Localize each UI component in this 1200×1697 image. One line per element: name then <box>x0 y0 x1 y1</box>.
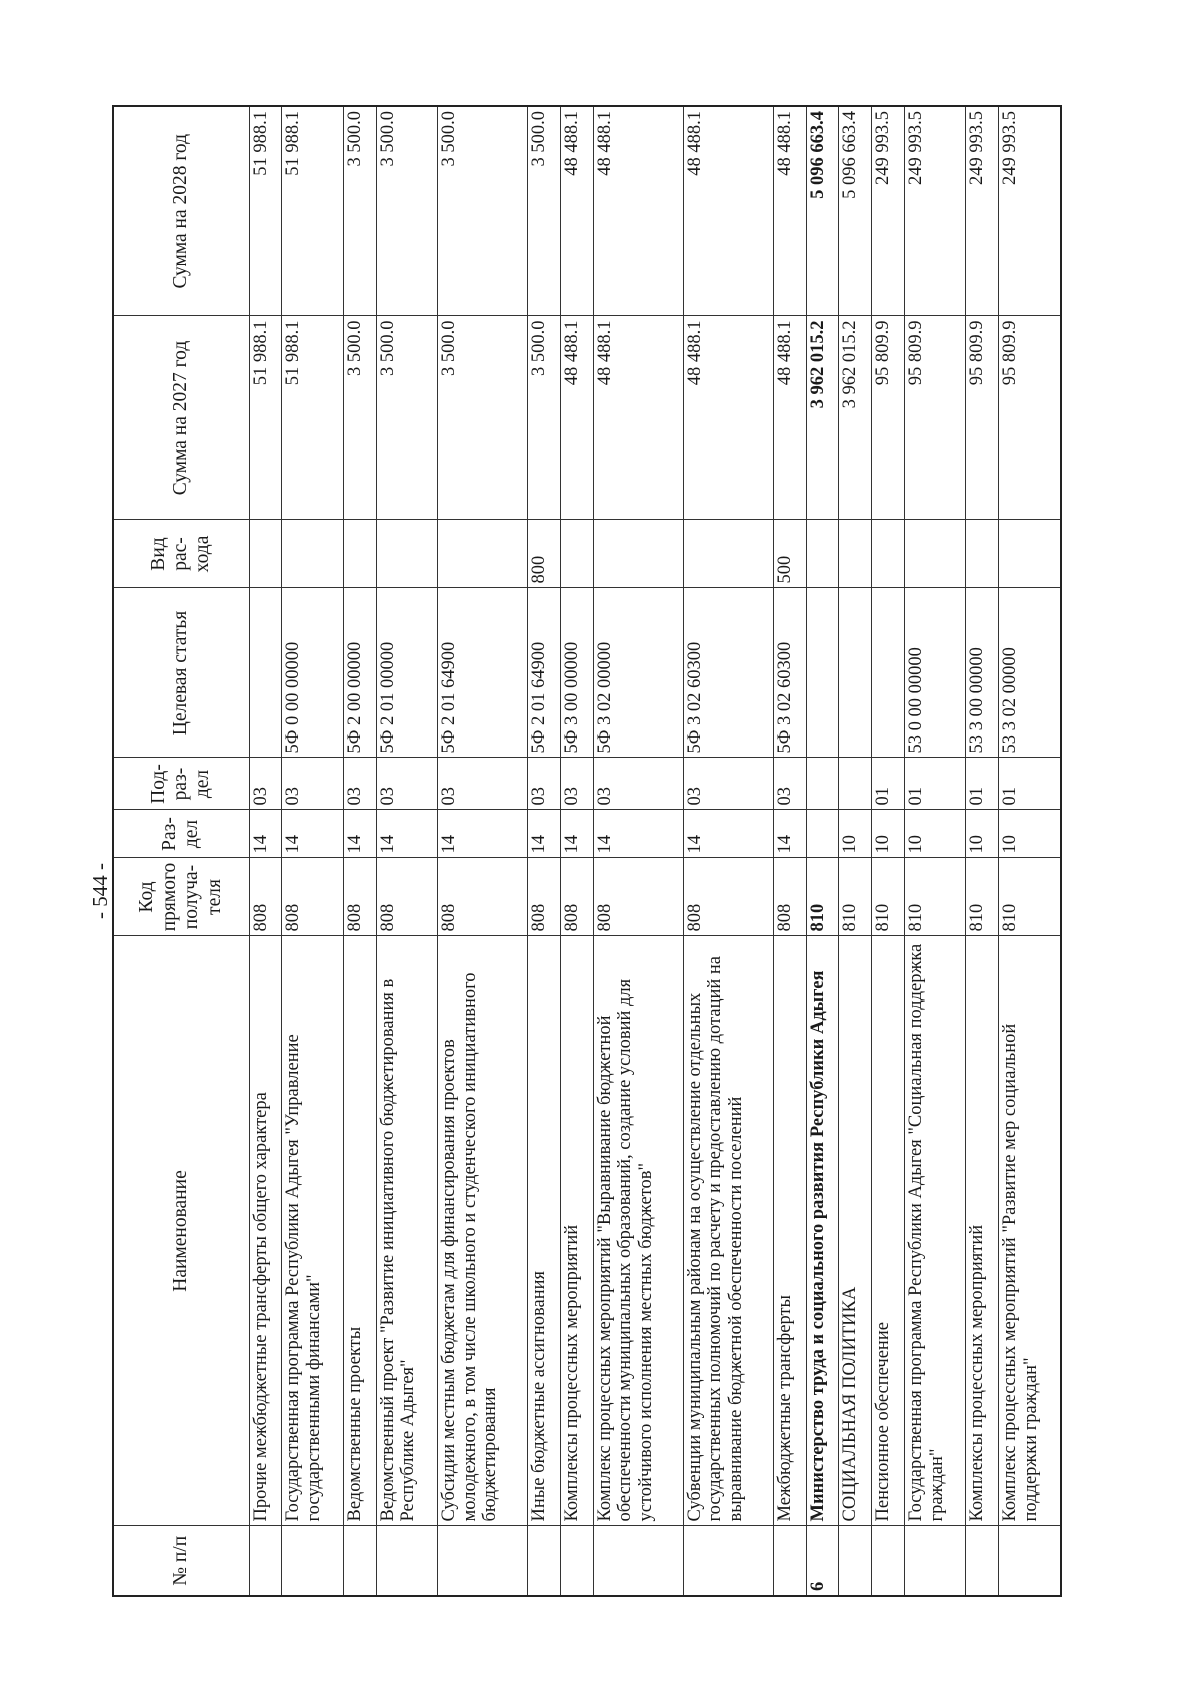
table-row <box>249 106 282 1596</box>
row-target: 53 0 00 00000 <box>905 588 966 758</box>
row-sum-2028: 51 988.1 <box>282 106 343 316</box>
row-target: 5Ф 3 02 00000 <box>593 588 683 758</box>
table-row <box>806 106 839 1596</box>
row-sum-2027: 95 809.9 <box>872 316 905 520</box>
table-row <box>839 106 872 1596</box>
row-expense-type <box>839 520 872 588</box>
row-subsection: 03 <box>343 758 376 810</box>
row-sum-2027: 3 500.0 <box>376 316 437 520</box>
row-sum-2028: 51 988.1 <box>249 106 282 316</box>
row-target: 5Ф 0 00 00000 <box>282 588 343 758</box>
row-section: 14 <box>593 810 683 858</box>
row-subsection: 01 <box>966 758 999 810</box>
row-num <box>282 1526 343 1596</box>
row-sum-2027: 95 809.9 <box>999 316 1061 520</box>
row-expense-type: 500 <box>773 520 806 588</box>
header-section: Раз-дел <box>113 810 249 858</box>
row-sum-2027: 48 488.1 <box>773 316 806 520</box>
row-sum-2027: 3 962 015.2 <box>806 316 839 520</box>
row-subsection: 03 <box>282 758 343 810</box>
table-row <box>905 106 966 1596</box>
row-subsection <box>839 758 872 810</box>
row-target <box>839 588 872 758</box>
row-sum-2028: 249 993.5 <box>966 106 999 316</box>
row-code: 808 <box>282 858 343 936</box>
row-num <box>560 1526 593 1596</box>
row-target: 53 3 00 00000 <box>966 588 999 758</box>
row-expense-type <box>999 520 1061 588</box>
row-target: 5Ф 2 01 00000 <box>376 588 437 758</box>
rotated-table-wrapper <box>112 107 1062 1597</box>
row-sum-2028: 48 488.1 <box>773 106 806 316</box>
header-target: Целевая статья <box>113 588 249 758</box>
table-row <box>872 106 905 1596</box>
row-num <box>249 1526 282 1596</box>
row-section: 14 <box>773 810 806 858</box>
row-target: 5Ф 3 00 00000 <box>560 588 593 758</box>
row-section: 14 <box>249 810 282 858</box>
row-expense-type: 800 <box>528 520 561 588</box>
row-sum-2028: 249 993.5 <box>872 106 905 316</box>
row-subsection: 03 <box>683 758 773 810</box>
row-code: 808 <box>593 858 683 936</box>
row-num <box>999 1526 1061 1596</box>
row-name: Пенсионное обеспечение <box>872 936 905 1526</box>
header-sum-2028: Сумма на 2028 год <box>113 106 249 316</box>
row-sum-2028: 3 500.0 <box>376 106 437 316</box>
table-row <box>593 106 683 1596</box>
row-sum-2028: 3 500.0 <box>437 106 527 316</box>
row-sum-2028: 3 500.0 <box>528 106 561 316</box>
row-name: Комплекс процессных мероприятий "Выравнивание бюджетной обеспеченности муниципальных образований, создание условий для устойчивого исполнения местных бюджетов" <box>593 936 683 1526</box>
row-section: 10 <box>999 810 1061 858</box>
row-target: 5Ф 2 01 64900 <box>528 588 561 758</box>
row-target <box>806 588 839 758</box>
row-sum-2028: 5 096 663.4 <box>806 106 839 316</box>
row-code: 810 <box>872 858 905 936</box>
row-expense-type <box>282 520 343 588</box>
row-sum-2028: 48 488.1 <box>560 106 593 316</box>
row-expense-type <box>905 520 966 588</box>
row-section: 14 <box>560 810 593 858</box>
row-name: Государственная программа Республики Адыгея "Социальная поддержка граждан" <box>905 936 966 1526</box>
row-expense-type <box>560 520 593 588</box>
row-sum-2028: 48 488.1 <box>683 106 773 316</box>
row-num <box>683 1526 773 1596</box>
row-code: 808 <box>249 858 282 936</box>
row-name: Государственная программа Республики Адыгея "Управление государственными финансами" <box>282 936 343 1526</box>
row-expense-type <box>343 520 376 588</box>
row-code: 810 <box>999 858 1061 936</box>
row-code: 808 <box>683 858 773 936</box>
row-sum-2027: 3 962 015.2 <box>839 316 872 520</box>
row-subsection: 03 <box>560 758 593 810</box>
row-section: 10 <box>966 810 999 858</box>
row-section: 14 <box>282 810 343 858</box>
row-name: Прочие межбюджетные трансферты общего характера <box>249 936 282 1526</box>
table-row <box>376 106 437 1596</box>
row-num <box>839 1526 872 1596</box>
row-name: Министерство труда и социального развития Республики Адыгея <box>806 936 839 1526</box>
row-code: 808 <box>528 858 561 936</box>
row-subsection: 03 <box>528 758 561 810</box>
row-sum-2027: 51 988.1 <box>282 316 343 520</box>
header-expense-type: Вид рас-хода <box>113 520 249 588</box>
row-name: Комплексы процессных мероприятий <box>560 936 593 1526</box>
row-name: Комплексы процессных мероприятий <box>966 936 999 1526</box>
table-row <box>282 106 343 1596</box>
row-num <box>376 1526 437 1596</box>
row-subsection <box>806 758 839 810</box>
row-expense-type <box>683 520 773 588</box>
table-row <box>343 106 376 1596</box>
row-section: 14 <box>683 810 773 858</box>
row-code: 808 <box>773 858 806 936</box>
row-target: 5Ф 2 01 64900 <box>437 588 527 758</box>
row-expense-type <box>806 520 839 588</box>
row-sum-2028: 5 096 663.4 <box>839 106 872 316</box>
row-target: 53 3 02 00000 <box>999 588 1061 758</box>
row-subsection: 01 <box>905 758 966 810</box>
row-expense-type <box>437 520 527 588</box>
row-sum-2027: 48 488.1 <box>560 316 593 520</box>
row-section: 10 <box>872 810 905 858</box>
row-target: 5Ф 3 02 60300 <box>683 588 773 758</box>
row-num <box>437 1526 527 1596</box>
table-body <box>249 106 1061 1596</box>
row-code: 810 <box>905 858 966 936</box>
row-section: 14 <box>376 810 437 858</box>
header-sum-2027: Сумма на 2027 год <box>113 316 249 520</box>
row-section: 14 <box>343 810 376 858</box>
row-section: 14 <box>528 810 561 858</box>
row-sum-2027: 3 500.0 <box>343 316 376 520</box>
row-code: 808 <box>376 858 437 936</box>
row-sum-2027: 95 809.9 <box>966 316 999 520</box>
row-sum-2027: 48 488.1 <box>593 316 683 520</box>
row-sum-2027: 51 988.1 <box>249 316 282 520</box>
budget-table <box>112 105 1062 1597</box>
row-sum-2027: 3 500.0 <box>528 316 561 520</box>
row-num <box>905 1526 966 1596</box>
row-code: 808 <box>343 858 376 936</box>
row-target: 5Ф 2 00 00000 <box>343 588 376 758</box>
row-subsection: 03 <box>376 758 437 810</box>
row-num <box>872 1526 905 1596</box>
row-code: 808 <box>437 858 527 936</box>
row-sum-2027: 48 488.1 <box>683 316 773 520</box>
row-code: 808 <box>560 858 593 936</box>
row-name: Комплекс процессных мероприятий "Развитие мер социальной поддержки граждан" <box>999 936 1061 1526</box>
row-section: 10 <box>839 810 872 858</box>
header-name: Наименование <box>113 936 249 1526</box>
row-expense-type <box>872 520 905 588</box>
row-subsection: 03 <box>437 758 527 810</box>
row-name: СОЦИАЛЬНАЯ ПОЛИТИКА <box>839 936 872 1526</box>
row-num: 6 <box>806 1526 839 1596</box>
row-num <box>343 1526 376 1596</box>
table-row <box>560 106 593 1596</box>
table-row <box>966 106 999 1596</box>
row-section <box>806 810 839 858</box>
row-sum-2028: 3 500.0 <box>343 106 376 316</box>
row-target <box>872 588 905 758</box>
table-row <box>437 106 527 1596</box>
row-section: 14 <box>437 810 527 858</box>
row-sum-2028: 48 488.1 <box>593 106 683 316</box>
row-expense-type <box>376 520 437 588</box>
row-code: 810 <box>806 858 839 936</box>
row-subsection: 03 <box>773 758 806 810</box>
table-header-row <box>113 106 249 1596</box>
row-subsection: 03 <box>249 758 282 810</box>
header-subsection: Под-раз-дел <box>113 758 249 810</box>
row-num <box>528 1526 561 1596</box>
row-name: Субсидии местным бюджетам для финансирования проектов молодежного, в том числе школьного и студенческого инициативного бюджетирования <box>437 936 527 1526</box>
row-expense-type <box>593 520 683 588</box>
table-row <box>773 106 806 1596</box>
row-name: Иные бюджетные ассигнования <box>528 936 561 1526</box>
row-num <box>773 1526 806 1596</box>
row-sum-2028: 249 993.5 <box>905 106 966 316</box>
row-name: Межбюджетные трансферты <box>773 936 806 1526</box>
row-subsection: 01 <box>999 758 1061 810</box>
row-code: 810 <box>966 858 999 936</box>
row-target <box>249 588 282 758</box>
header-code: Код прямого получа-теля <box>113 858 249 936</box>
row-subsection: 03 <box>593 758 683 810</box>
row-section: 10 <box>905 810 966 858</box>
row-sum-2027: 3 500.0 <box>437 316 527 520</box>
row-name: Субвенции муниципальным районам на осуществление отдельных государственных полномочий по расчету и предоставлению дотаций на выравнивание бюджетной обеспеченности поселений <box>683 936 773 1526</box>
row-target: 5Ф 3 02 60300 <box>773 588 806 758</box>
row-num <box>966 1526 999 1596</box>
row-code: 810 <box>839 858 872 936</box>
row-expense-type <box>249 520 282 588</box>
row-name: Ведомственные проекты <box>343 936 376 1526</box>
row-num <box>593 1526 683 1596</box>
row-sum-2028: 249 993.5 <box>999 106 1061 316</box>
row-subsection: 01 <box>872 758 905 810</box>
header-num: № п/п <box>113 1526 249 1596</box>
page-number: - 544 - <box>88 863 112 919</box>
row-sum-2027: 95 809.9 <box>905 316 966 520</box>
table-row <box>528 106 561 1596</box>
row-name: Ведомственный проект "Развитие инициативного бюджетирования в Республике Адыгея" <box>376 936 437 1526</box>
table-row <box>999 106 1061 1596</box>
row-expense-type <box>966 520 999 588</box>
table-row <box>683 106 773 1596</box>
